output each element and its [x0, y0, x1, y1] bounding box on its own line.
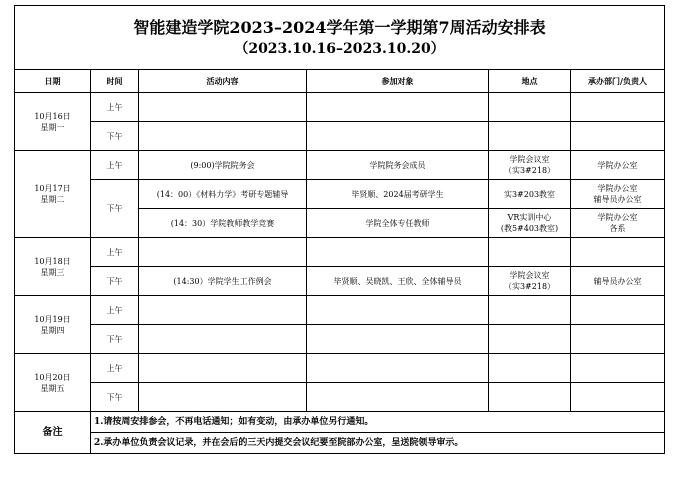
date-text: 10月17日	[34, 184, 71, 193]
participants-cell: 毕贤顺、吴晓凯、王欣、全体辅导员	[307, 267, 489, 296]
date-range: （2023.10.16–2023.10.20）	[234, 40, 445, 57]
header-date: 日期	[15, 70, 91, 93]
location-cell	[489, 354, 571, 383]
location-line: VR实训中心	[507, 213, 552, 222]
header-content: 活动内容	[139, 70, 307, 93]
time-cell: 下午	[91, 122, 139, 151]
content-cell	[139, 383, 307, 412]
table-row	[15, 267, 665, 296]
weekday-text: 星期二	[40, 195, 65, 204]
content-cell	[139, 93, 307, 122]
location-cell: 实3#203教室	[489, 180, 571, 209]
time-cell: 下午	[91, 325, 139, 354]
content-cell: (9:00)学院院务会	[139, 151, 307, 180]
location-cell	[489, 93, 571, 122]
title-block	[15, 6, 665, 70]
content-cell	[139, 296, 307, 325]
dept-cell	[571, 354, 665, 383]
header-participants: 参加对象	[307, 70, 489, 93]
dept-cell	[571, 325, 665, 354]
participants-cell	[307, 296, 489, 325]
location-cell	[489, 151, 571, 180]
table-row	[15, 151, 665, 180]
location-cell	[489, 383, 571, 412]
participants-cell	[307, 325, 489, 354]
weekday-text: 星期五	[40, 383, 65, 393]
dept-cell: 辅导员办公室	[571, 267, 665, 296]
content-cell: (14：30）学院教师教学竞赛	[139, 209, 307, 238]
date-cell	[15, 93, 91, 151]
content-cell: (14:30）学院学生工作例会	[139, 267, 307, 296]
weekday-text: 星期三	[40, 267, 65, 277]
page-title: 智能建造学院2023–2024学年第一学期第7周活动安排表	[133, 17, 546, 37]
note-line-2: 2.承办单位负责会议记录，并在会后的三天内提交会议纪要至院部办公室，呈送院领导审示。	[91, 433, 665, 454]
header-row	[15, 70, 665, 93]
content-cell: (14：00）《材料力学》考研专题辅导	[139, 180, 307, 209]
dept-line: 辅导员办公室	[593, 195, 642, 204]
table-row	[15, 180, 665, 209]
dept-cell: 学院办公室	[571, 151, 665, 180]
dept-cell	[571, 180, 665, 209]
weekday-text: 星期四	[40, 325, 65, 335]
notes-row	[15, 412, 665, 433]
schedule-sheet	[14, 5, 664, 478]
time-cell: 下午	[91, 383, 139, 412]
location-line: 学院会议室	[509, 271, 550, 280]
table-row	[15, 296, 665, 325]
header-location: 地点	[489, 70, 571, 93]
date-text: 10月16日	[34, 111, 71, 121]
table-row	[15, 238, 665, 267]
time-cell: 上午	[91, 93, 139, 122]
dept-line: 学院办公室	[597, 184, 638, 193]
dept-cell	[571, 122, 665, 151]
time-cell: 上午	[91, 151, 139, 180]
table-row	[15, 325, 665, 354]
date-cell	[15, 151, 91, 238]
schedule-table	[14, 5, 665, 454]
date-text: 10月18日	[34, 256, 71, 266]
content-cell	[139, 238, 307, 267]
content-cell	[139, 354, 307, 383]
content-cell	[139, 325, 307, 354]
header-dept: 承办部门/负责人	[571, 70, 665, 93]
participants-cell: 学院全体专任教师	[307, 209, 489, 238]
participants-cell	[307, 238, 489, 267]
table-row	[15, 354, 665, 383]
location-cell	[489, 325, 571, 354]
time-cell: 上午	[91, 296, 139, 325]
participants-cell: 毕贤顺、2024届考研学生	[307, 180, 489, 209]
dept-cell	[571, 296, 665, 325]
weekday-text: 星期一	[40, 122, 65, 132]
time-cell: 上午	[91, 238, 139, 267]
time-cell: 上午	[91, 354, 139, 383]
dept-cell	[571, 238, 665, 267]
location-line: （实3#218）	[503, 282, 556, 291]
note-line-1: 1.请按周安排参会，不再电话通知；如有变动，由承办单位另行通知。	[91, 412, 665, 433]
dept-cell	[571, 383, 665, 412]
time-cell: 下午	[91, 267, 139, 296]
dept-cell	[571, 209, 665, 238]
header-time: 时间	[91, 70, 139, 93]
location-cell	[489, 122, 571, 151]
location-line: (教5#403教室)	[500, 224, 559, 233]
participants-cell	[307, 93, 489, 122]
content-cell	[139, 122, 307, 151]
date-cell	[15, 354, 91, 412]
notes-label: 备注	[15, 412, 91, 454]
location-line: （实3#218）	[503, 166, 556, 175]
participants-cell	[307, 354, 489, 383]
time-cell: 下午	[91, 180, 139, 238]
table-row	[15, 93, 665, 122]
participants-cell	[307, 122, 489, 151]
dept-line: 学院办公室	[597, 213, 638, 222]
date-text: 10月19日	[34, 314, 71, 324]
location-cell	[489, 267, 571, 296]
location-cell	[489, 238, 571, 267]
table-row	[15, 122, 665, 151]
table-row	[15, 383, 665, 412]
date-cell	[15, 238, 91, 296]
participants-cell: 学院院务会成员	[307, 151, 489, 180]
location-line: 学院会议室	[509, 155, 550, 164]
date-text: 10月20日	[34, 372, 71, 382]
notes-row	[15, 433, 665, 454]
dept-line: 各系	[609, 224, 626, 233]
location-cell	[489, 209, 571, 238]
location-cell	[489, 296, 571, 325]
participants-cell	[307, 383, 489, 412]
dept-cell	[571, 93, 665, 122]
date-cell	[15, 296, 91, 354]
